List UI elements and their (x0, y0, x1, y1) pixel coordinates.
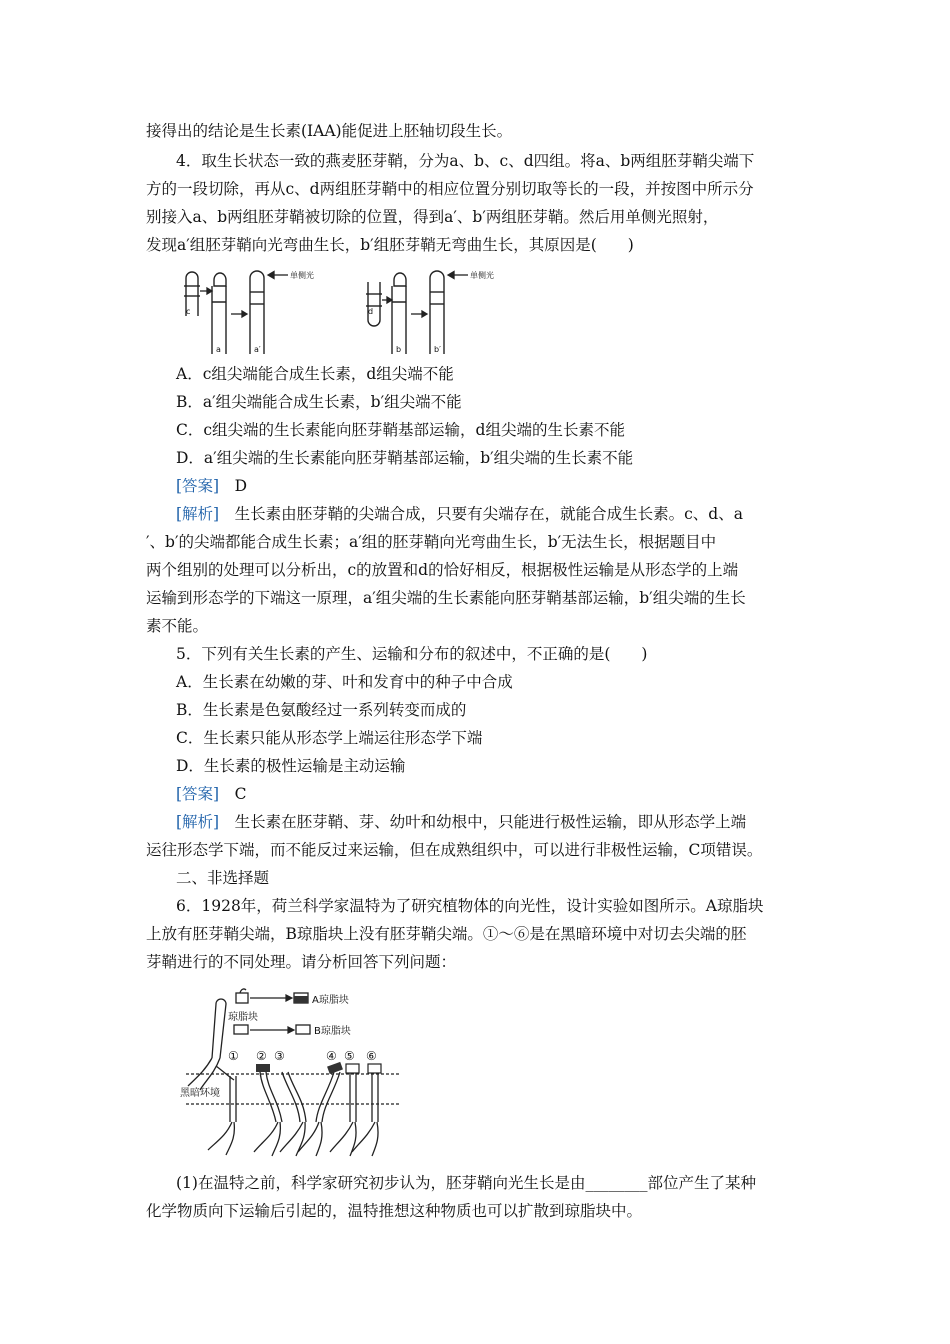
option-d: D．生长素的极性运输是主动运输 (176, 757, 406, 775)
agar-label: 琼脂块 (228, 1012, 258, 1023)
explanation-line (176, 811, 836, 833)
number-2: ② (256, 1049, 267, 1063)
label-a: a (216, 345, 221, 354)
answer-line (176, 475, 836, 497)
explanation-line (176, 503, 836, 525)
answer-value: D (234, 477, 248, 495)
question-6-stem: 上放有胚芽鞘尖端，B琼脂块上没有胚芽鞘尖端。①～⑥是在黑暗环境中对切去尖端的胚 (146, 925, 747, 943)
number-4: ④ (326, 1049, 337, 1063)
number-1: ① (228, 1049, 239, 1063)
number-6: ⑥ (366, 1049, 377, 1063)
option-c: C．生长素只能从形态学上端运往形态学下端 (176, 729, 483, 747)
answer-line (176, 783, 836, 805)
option-a: A．c组尖端能合成生长素，d组尖端不能 (176, 365, 454, 383)
explanation-tag: [解析] (176, 505, 220, 523)
light-label: 单侧光 (470, 271, 494, 280)
label-c: c (186, 307, 191, 316)
subquestion-1: 化学物质向下运输后引起的，温特推想这种物质也可以扩散到琼脂块中。 (146, 1202, 643, 1220)
question-6-stem: 芽鞘进行的不同处理。请分析回答下列问题： (146, 953, 457, 971)
option-b: B．生长素是色氨酸经过一系列转变而成的 (176, 701, 467, 719)
number-3: ③ (274, 1049, 285, 1063)
answer-tag: [答案] (176, 785, 220, 803)
explanation-text: 运输到形态学的下端这一原理，a′组尖端的生长素能向胚芽鞘基部运输，b′组尖端的生长 (146, 589, 746, 607)
agar-a-label: A琼脂块 (312, 995, 349, 1006)
light-label: 单侧光 (290, 271, 314, 280)
explanation-text: ′、b′的尖端都能合成生长素；a′组的胚芽鞘向光弯曲生长，b′无法生长，根据题目中 (146, 533, 717, 551)
explanation-text: 生长素在胚芽鞘、芽、幼叶和幼根中，只能进行极性运输，即从形态学上端 (234, 813, 747, 831)
question-6-stem: 6．1928年，荷兰科学家温特为了研究植物体的向光性，设计实验如图所示。A琼脂块 (176, 897, 764, 915)
explanation-tag: [解析] (176, 813, 220, 831)
explanation-text: 素不能。 (146, 617, 209, 635)
label-b: b (396, 345, 402, 354)
question-5-stem: 5．下列有关生长素的产生、运输和分布的叙述中，不正确的是( ) (176, 645, 648, 663)
label-b-prime: b′ (434, 345, 441, 354)
subquestion-1: (1)在温特之前，科学家研究初步认为，胚芽鞘向光生长是由________部位产生了某种 (176, 1174, 756, 1192)
section-heading: 二、非选择题 (176, 869, 270, 887)
question-4-stem: 4．取生长状态一致的燕麦胚芽鞘，分为a、b、c、d四组。将a、b两组胚芽鞘尖端下 (176, 152, 755, 170)
dark-environment-label: 黑暗环境 (180, 1088, 220, 1099)
answer-value: C (234, 785, 247, 803)
answer-tag: [答案] (176, 477, 220, 495)
figure-went-experiment (176, 980, 406, 1160)
explanation-text: 运往形态学下端，而不能反过来运输，但在成熟组织中，可以进行非极性运输，C项错误。 (146, 841, 763, 859)
option-a: A．生长素在幼嫩的芽、叶和发育中的种子中合成 (176, 673, 513, 691)
option-b: B．a′组尖端能合成生长素，b′组尖端不能 (176, 393, 462, 411)
label-d: d (368, 307, 374, 316)
agar-b-label: B琼脂块 (314, 1026, 351, 1037)
question-4-stem: 发现a′组胚芽鞘向光弯曲生长，b′组胚芽鞘无弯曲生长，其原因是( ) (146, 236, 634, 254)
option-d: D．a′组尖端的生长素能向胚芽鞘基部运输，b′组尖端的生长素不能 (176, 449, 634, 467)
figure-coleoptile-transplant (178, 264, 508, 356)
option-c: C．c组尖端的生长素能向胚芽鞘基部运输，d组尖端的生长素不能 (176, 421, 625, 439)
question-4-stem: 别接入a、b两组胚芽鞘被切除的位置，得到a′、b′两组胚芽鞘。然后用单侧光照射， (146, 208, 719, 226)
explanation-text: 生长素由胚芽鞘的尖端合成，只要有尖端存在，就能合成生长素。c、d、a (234, 505, 743, 523)
explanation-text: 两个组别的处理可以分析出，c的放置和d的恰好相反，根据极性运输是从形态学的上端 (146, 561, 739, 579)
question-4-stem: 方的一段切除，再从c、d两组胚芽鞘中的相应位置分别切取等长的一段，并按图中所示分 (146, 180, 754, 198)
number-5: ⑤ (344, 1049, 355, 1063)
label-a-prime: a′ (254, 345, 261, 354)
text-line: 接得出的结论是生长素(IAA)能促进上胚轴切段生长。 (146, 122, 513, 140)
